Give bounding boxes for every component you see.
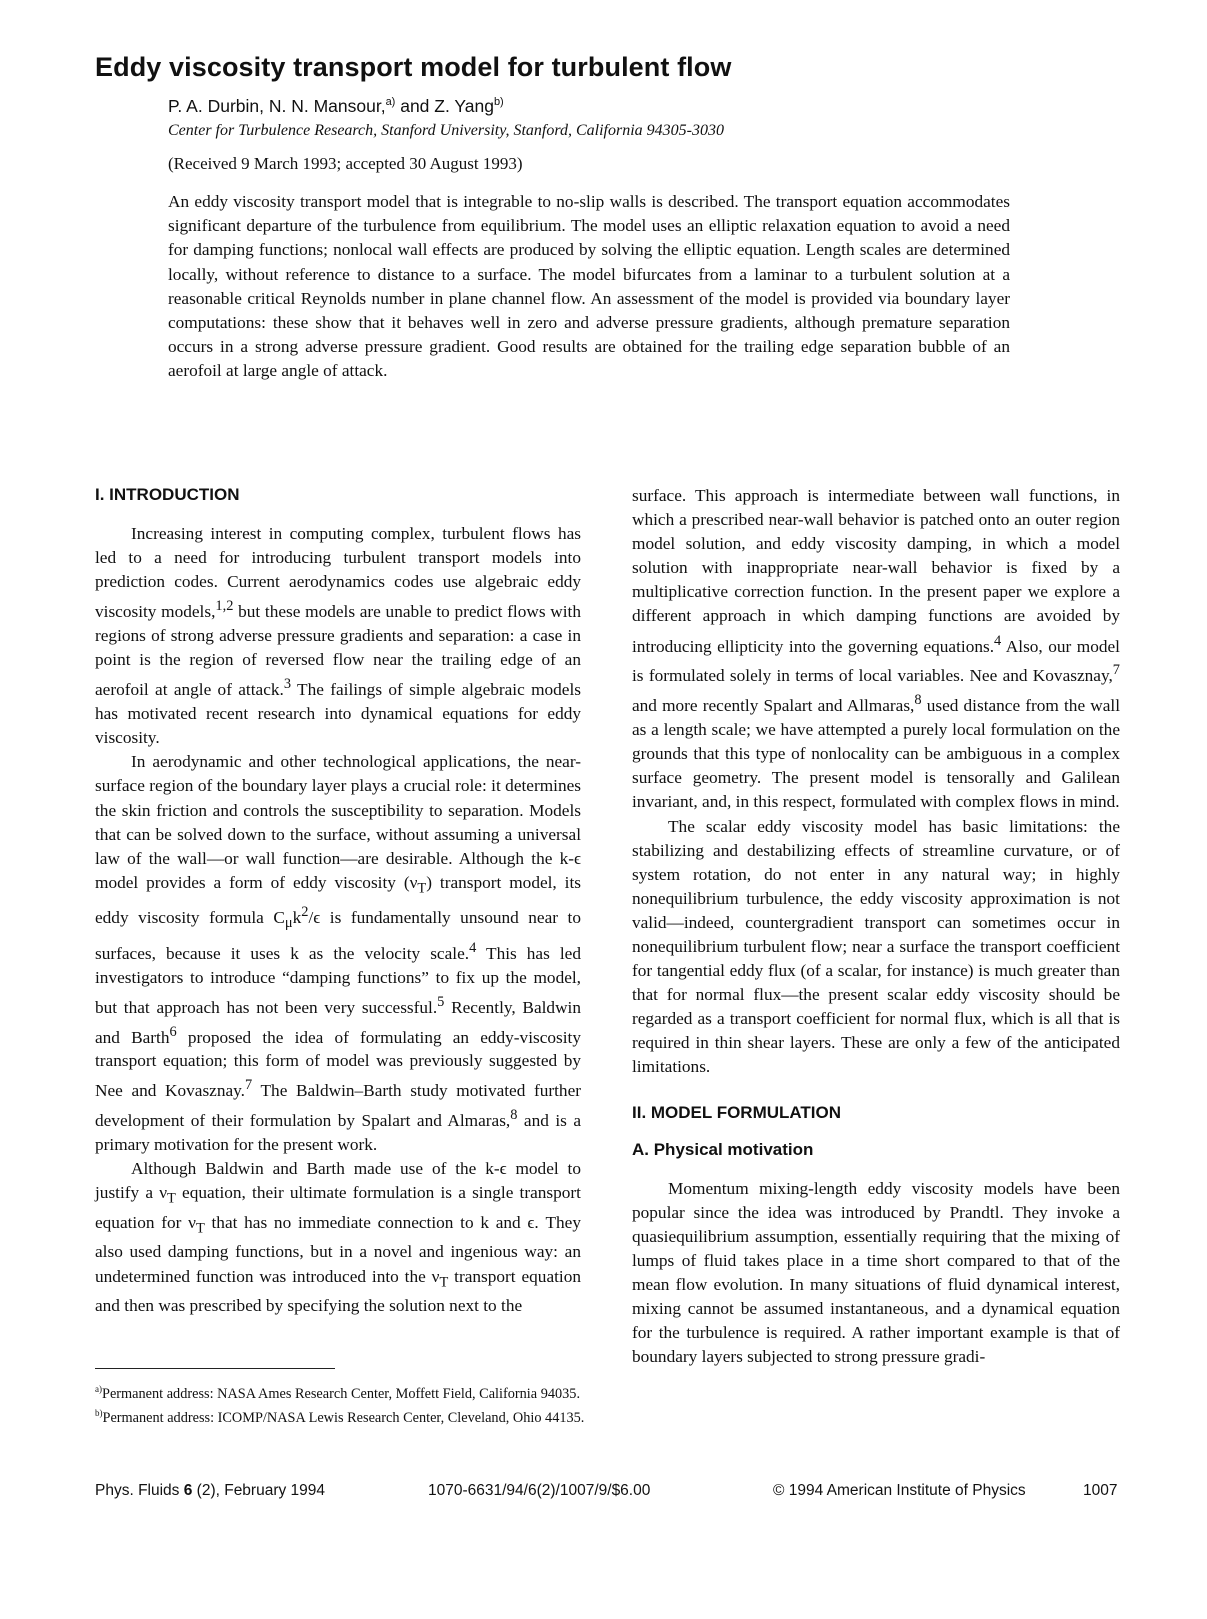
- citation: 7: [244, 1077, 253, 1094]
- intro-paragraph-1: Increasing interest in computing complex, turbulent flows has led to a need for introducing turbulent transport models into prediction codes. Current aerodynamics codes use algebraic eddy viscosity models,$^{1,2}$ but these models are unable to predict flows with regions of strong adverse pressure gradients and separation: a case in point is the region of reversed flow near the trailing edge of an aerofoil at angle of attack.$^3$ The failings of simple algebraic models has motivated recent research into dynamical equations for eddy viscosity.: [95, 524, 581, 748]
- intro-paragraph-2: In aerodynamic and other technological applications, the near-surface region of the boundary layer plays a crucial role: it determines the skin friction and controls the susceptibility to separation. Models that can be solved down to the surface, without assuming a universal law of the wall—or wall function—are desirable. Although the k-ϵ model provides a form of eddy viscosity $(\nu_T)$ transport model, its eddy viscosity formula $C_\mu k^2/\epsilon$ is fundamentally unsound near to surfaces, because it uses k as the velocity scale.$^4$ This has led investigators to introduce “damping functions” to fix up the model, but that approach has not been very successful.$^5$ Recently, Baldwin and Barth$^6$ proposed the idea of formulating an eddy-viscosity transport equation; this form of model was previously suggested by Nee and Kovasznay.$^7$ The Baldwin–Barth study motivated further development of their formulation by Spalart and Almaras,$^8$ and is a primary motivation for the present work.: [95, 752, 582, 1155]
- author-list: [168, 96, 504, 117]
- author-footnote-b: b): [493, 96, 504, 109]
- abstract: An eddy viscosity transport model that is integrable to no-slip walls is described. The transport equation accommodates significant departure of the turbulence from equilibrium. The model uses an elliptic relaxation equation to avoid a need for damping functions; nonlocal wall effects are produced by solving the elliptic equation. Length scales are determined locally, without reference to distance to a surface. The model bifurcates from a laminar to a turbulent solution at a reasonable critical Reynolds number in plane channel flow. An assessment of the model is provided via boundary layer computations: these show that it behaves well in zero and adverse pressure gradients, although premature separation occurs in a strong adverse pressure gradient. Good results are obtained for the trailing edge separation bubble of an aerofoil at large angle of attack.: [168, 192, 1010, 381]
- citation: 4: [469, 939, 477, 956]
- right-column: [632, 484, 1120, 1369]
- subsection-heading-physical-motivation: A. Physical motivation: [632, 1139, 814, 1159]
- citation: 5: [437, 993, 445, 1010]
- citation: 3: [283, 676, 292, 693]
- footnote-b: $^{b)}$Permanent address: ICOMP/NASA Lewis Research Center, Cleveland, Ohio 44135.: [95, 1407, 585, 1426]
- footer-code: 1070-6631/94/6(2)/1007/9/$6.00: [428, 1482, 651, 1499]
- footer-copyright: © 1994 American Institute of Physics: [773, 1482, 1026, 1499]
- affiliation: Center for Turbulence Research, Stanford University, Stanford, California 94305-3030: [168, 122, 724, 139]
- author-footnote-a: a): [385, 96, 396, 109]
- left-column: [95, 485, 581, 1318]
- received-dates: (Received 9 March 1993; accepted 30 August 1993): [168, 154, 523, 173]
- footnote-a: $^{a)}$Permanent address: NASA Ames Research Center, Moffett Field, California 94035.: [95, 1384, 581, 1402]
- citation: 4: [994, 632, 1002, 649]
- paper-title: Eddy viscosity transport model for turbulent flow: [95, 52, 732, 82]
- section-heading-introduction: I. INTRODUCTION: [95, 485, 240, 504]
- citation: 8: [510, 1107, 518, 1124]
- page-number: 1007: [1083, 1482, 1118, 1499]
- citation: 6: [169, 1023, 177, 1040]
- footer-journal: Phys. Fluids 6 (2), February 1994: [95, 1482, 326, 1499]
- citation: 8: [914, 692, 922, 709]
- intro-paragraph-4: The scalar eddy viscosity model has basic limitations: the stabilizing and destabilizing effects of streamline curvature, or of system rotation, do not enter in any natural way; in highly nonequilibrium turbulence, the eddy viscosity approximation is not valid—indeed, countergradient transport can sometimes occur in nonequilibrium turbulent flow; near a surface the transport coefficient for tangential eddy flux (of a scalar, for instance) is much greater than that for normal flux—the present scalar eddy viscosity should be regarded as a transport coefficient for normal flux, which is all that is required in thin shear layers. These are only a few of the anticipated limitations.: [632, 816, 1120, 1077]
- citation: 1,2: [215, 598, 234, 615]
- intro-paragraph-3-continued: surface. This approach is intermediate between wall functions, in which a prescribed near-wall behavior is patched onto an outer region model solution, and eddy viscosity damping, in which a model solution with inappropriate near-wall behavior is fixed by a multiplicative correction function. In the present paper we explore a different approach in which damping functions are avoided by introducing ellipticity into the governing equations.$^4$ Also, our model is formulated solely in terms of local variables. Nee and Kovasznay,$^7$ and more recently Spalart and Allmaras,$^8$ used distance from the wall as a length scale; we have attempted a purely local formulation on the grounds that this type of nonlocality can be ambiguous in a complex surface geometry. The present model is tensorally and Galilean invariant, and, in this respect, formulated with complex flows in mind.: [632, 486, 1121, 812]
- citation: 7: [1112, 662, 1120, 679]
- intro-paragraph-3: Although Baldwin and Barth made use of the k-ϵ model to justify a $\nu_T$ equation, their ultimate formulation is a single transport equation for $\nu_T$ that has no immediate connection to k and ϵ. They also used damping functions, but in a novel and ingenious way: an undetermined function was introduced into the $\nu_T$ transport equation and then was prescribed by specifying the solution next to the: [95, 1159, 581, 1316]
- footnote-divider: [95, 1368, 335, 1369]
- authors-and: and Z. Yang: [395, 96, 494, 116]
- section-heading-model-formulation: II. MODEL FORMULATION: [632, 1102, 842, 1122]
- authors-text: P. A. Durbin, N. N. Mansour,: [168, 96, 386, 116]
- model-paragraph-1: Momentum mixing-length eddy viscosity models have been popular since the idea was introduced by Prandtl. They invoke a quasiequilibrium assumption, essentially requiring that the mixing of lumps of fluid takes place in a time short compared to that of the mean flow evolution. In many situations of fluid dynamical interest, mixing cannot be assumed instantaneous, and a dynamical equation for the turbulence is required. A rather important example is that of boundary layers subjected to strong pressure gradi-: [632, 1178, 1120, 1367]
- footnotes: [95, 1380, 590, 1428]
